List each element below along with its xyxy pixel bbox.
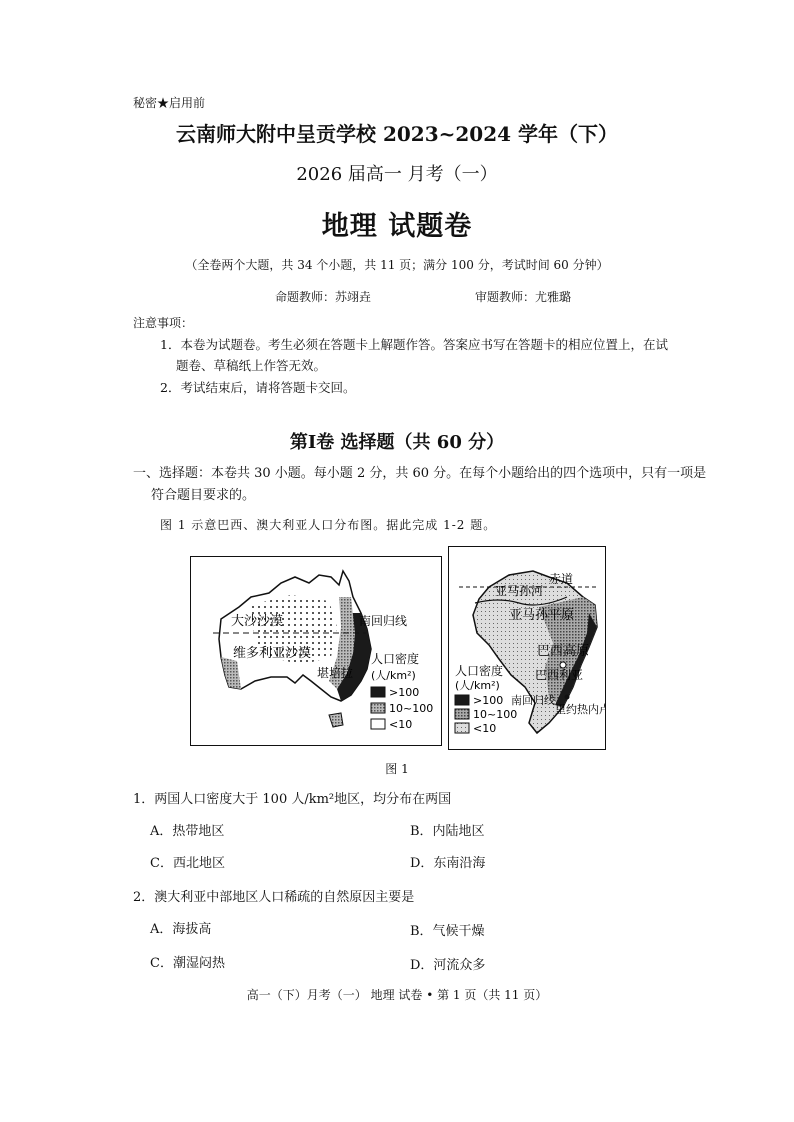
notes-heading: 注意事项： [133, 316, 194, 330]
confidential-label: 秘密★启用前 [133, 96, 206, 110]
exam-info: （全卷两个大题，共 34 个小题，共 11 页；满分 100 分，考试时间 60 分钟） [185, 258, 609, 272]
legend-high: >100 [473, 694, 504, 707]
legend-unit: (人/km²) [455, 679, 500, 692]
question-option[interactable]: A．海拔高 [150, 922, 212, 937]
note-item: 1．本卷为试题卷。考生必须在答题卡上解题作答。答案应书写在答题卡的相应位置上，在试 [160, 337, 668, 352]
desert2-label: 维多利亚沙漠 [233, 646, 312, 661]
legend-swatch-low [371, 719, 385, 729]
equator-label: 赤道 [549, 572, 574, 586]
figure-intro: 图 1 示意巴西、澳大利亚人口分布图。据此完成 1-2 题。 [160, 518, 497, 532]
legend-swatch-mid [455, 709, 469, 719]
legend-swatch-low [455, 723, 469, 733]
question-option[interactable]: B．内陆地区 [410, 824, 485, 839]
rio-label: 里约热内卢 [555, 703, 605, 716]
section-intro [133, 463, 743, 507]
capital-label: 巴西利亚 [535, 668, 584, 682]
australia-map [190, 556, 442, 746]
figure-caption: 图 1 [385, 762, 409, 776]
brazil-map-graphic [449, 547, 605, 749]
subject-title: 地理 试题卷 [321, 211, 473, 242]
tasmania [329, 713, 343, 727]
desert1-label: 大沙沙漠 [231, 614, 284, 629]
note-item: 2．考试结束后，请将答题卡交回。 [160, 380, 356, 395]
question-option[interactable]: A．热带地区 [150, 824, 225, 839]
question-option[interactable]: C．潮湿闷热 [150, 956, 225, 971]
question-option[interactable]: C．西北地区 [150, 856, 225, 871]
question-option[interactable]: D．东南沿海 [410, 856, 486, 871]
legend-low: <10 [389, 718, 413, 731]
setter-teacher: 命题教师：苏翊垚 [275, 290, 372, 304]
question-stem: 2．澳大利亚中部地区人口稀疏的自然原因主要是 [133, 890, 415, 905]
plain-label: 亚马孙平原 [509, 608, 575, 623]
plateau-label: 巴西高原 [537, 644, 590, 659]
tropic-label: 南回归线 [359, 614, 408, 628]
question-stem: 1．两国人口密度大于 100 人/km²地区，均分布在两国 [133, 792, 452, 807]
exam-title: 2026 届高一 月考（一） [296, 164, 498, 185]
section-intro-line: 符合题目要求的。 [151, 488, 256, 503]
legend-title: 人口密度 [455, 664, 504, 678]
brazil-map [448, 546, 606, 750]
legend-unit: (人/km²) [371, 669, 416, 682]
note-item: 题卷、草稿纸上作答无效。 [176, 358, 327, 373]
legend-high: >100 [389, 686, 420, 699]
australia-map-graphic [191, 557, 441, 745]
question-option[interactable]: B．气候干燥 [410, 924, 485, 939]
legend-low: <10 [473, 722, 497, 735]
legend-mid: 10~100 [473, 708, 518, 721]
canberra-label: 堪培拉 [317, 666, 354, 680]
legend-mid: 10~100 [389, 702, 434, 715]
section-title: 第Ⅰ卷 选择题（共 60 分） [289, 432, 505, 453]
section-intro-line: 一、选择题：本卷共 30 小题。每小题 2 分，共 60 分。在每个小题给出的四个选项中，只有一项是 [133, 466, 707, 481]
legend-swatch-high [455, 695, 469, 705]
reviewer-teacher: 审题教师：尤雅璐 [475, 290, 572, 304]
question-option[interactable]: D．河流众多 [410, 958, 486, 973]
legend-title: 人口密度 [371, 652, 420, 666]
page-footer: 高一（下）月考（一） 地理 试卷 • 第 1 页（共 11 页） [246, 988, 548, 1002]
school-title: 云南师大附中呈贡学校 2023~2024 学年（下） [175, 122, 618, 146]
rio-marker [565, 695, 570, 700]
legend-swatch-high [371, 687, 385, 697]
legend-swatch-mid [371, 703, 385, 713]
river-label: 亚马孙河 [495, 584, 544, 598]
tropic-label: 南回归线 [511, 694, 555, 707]
